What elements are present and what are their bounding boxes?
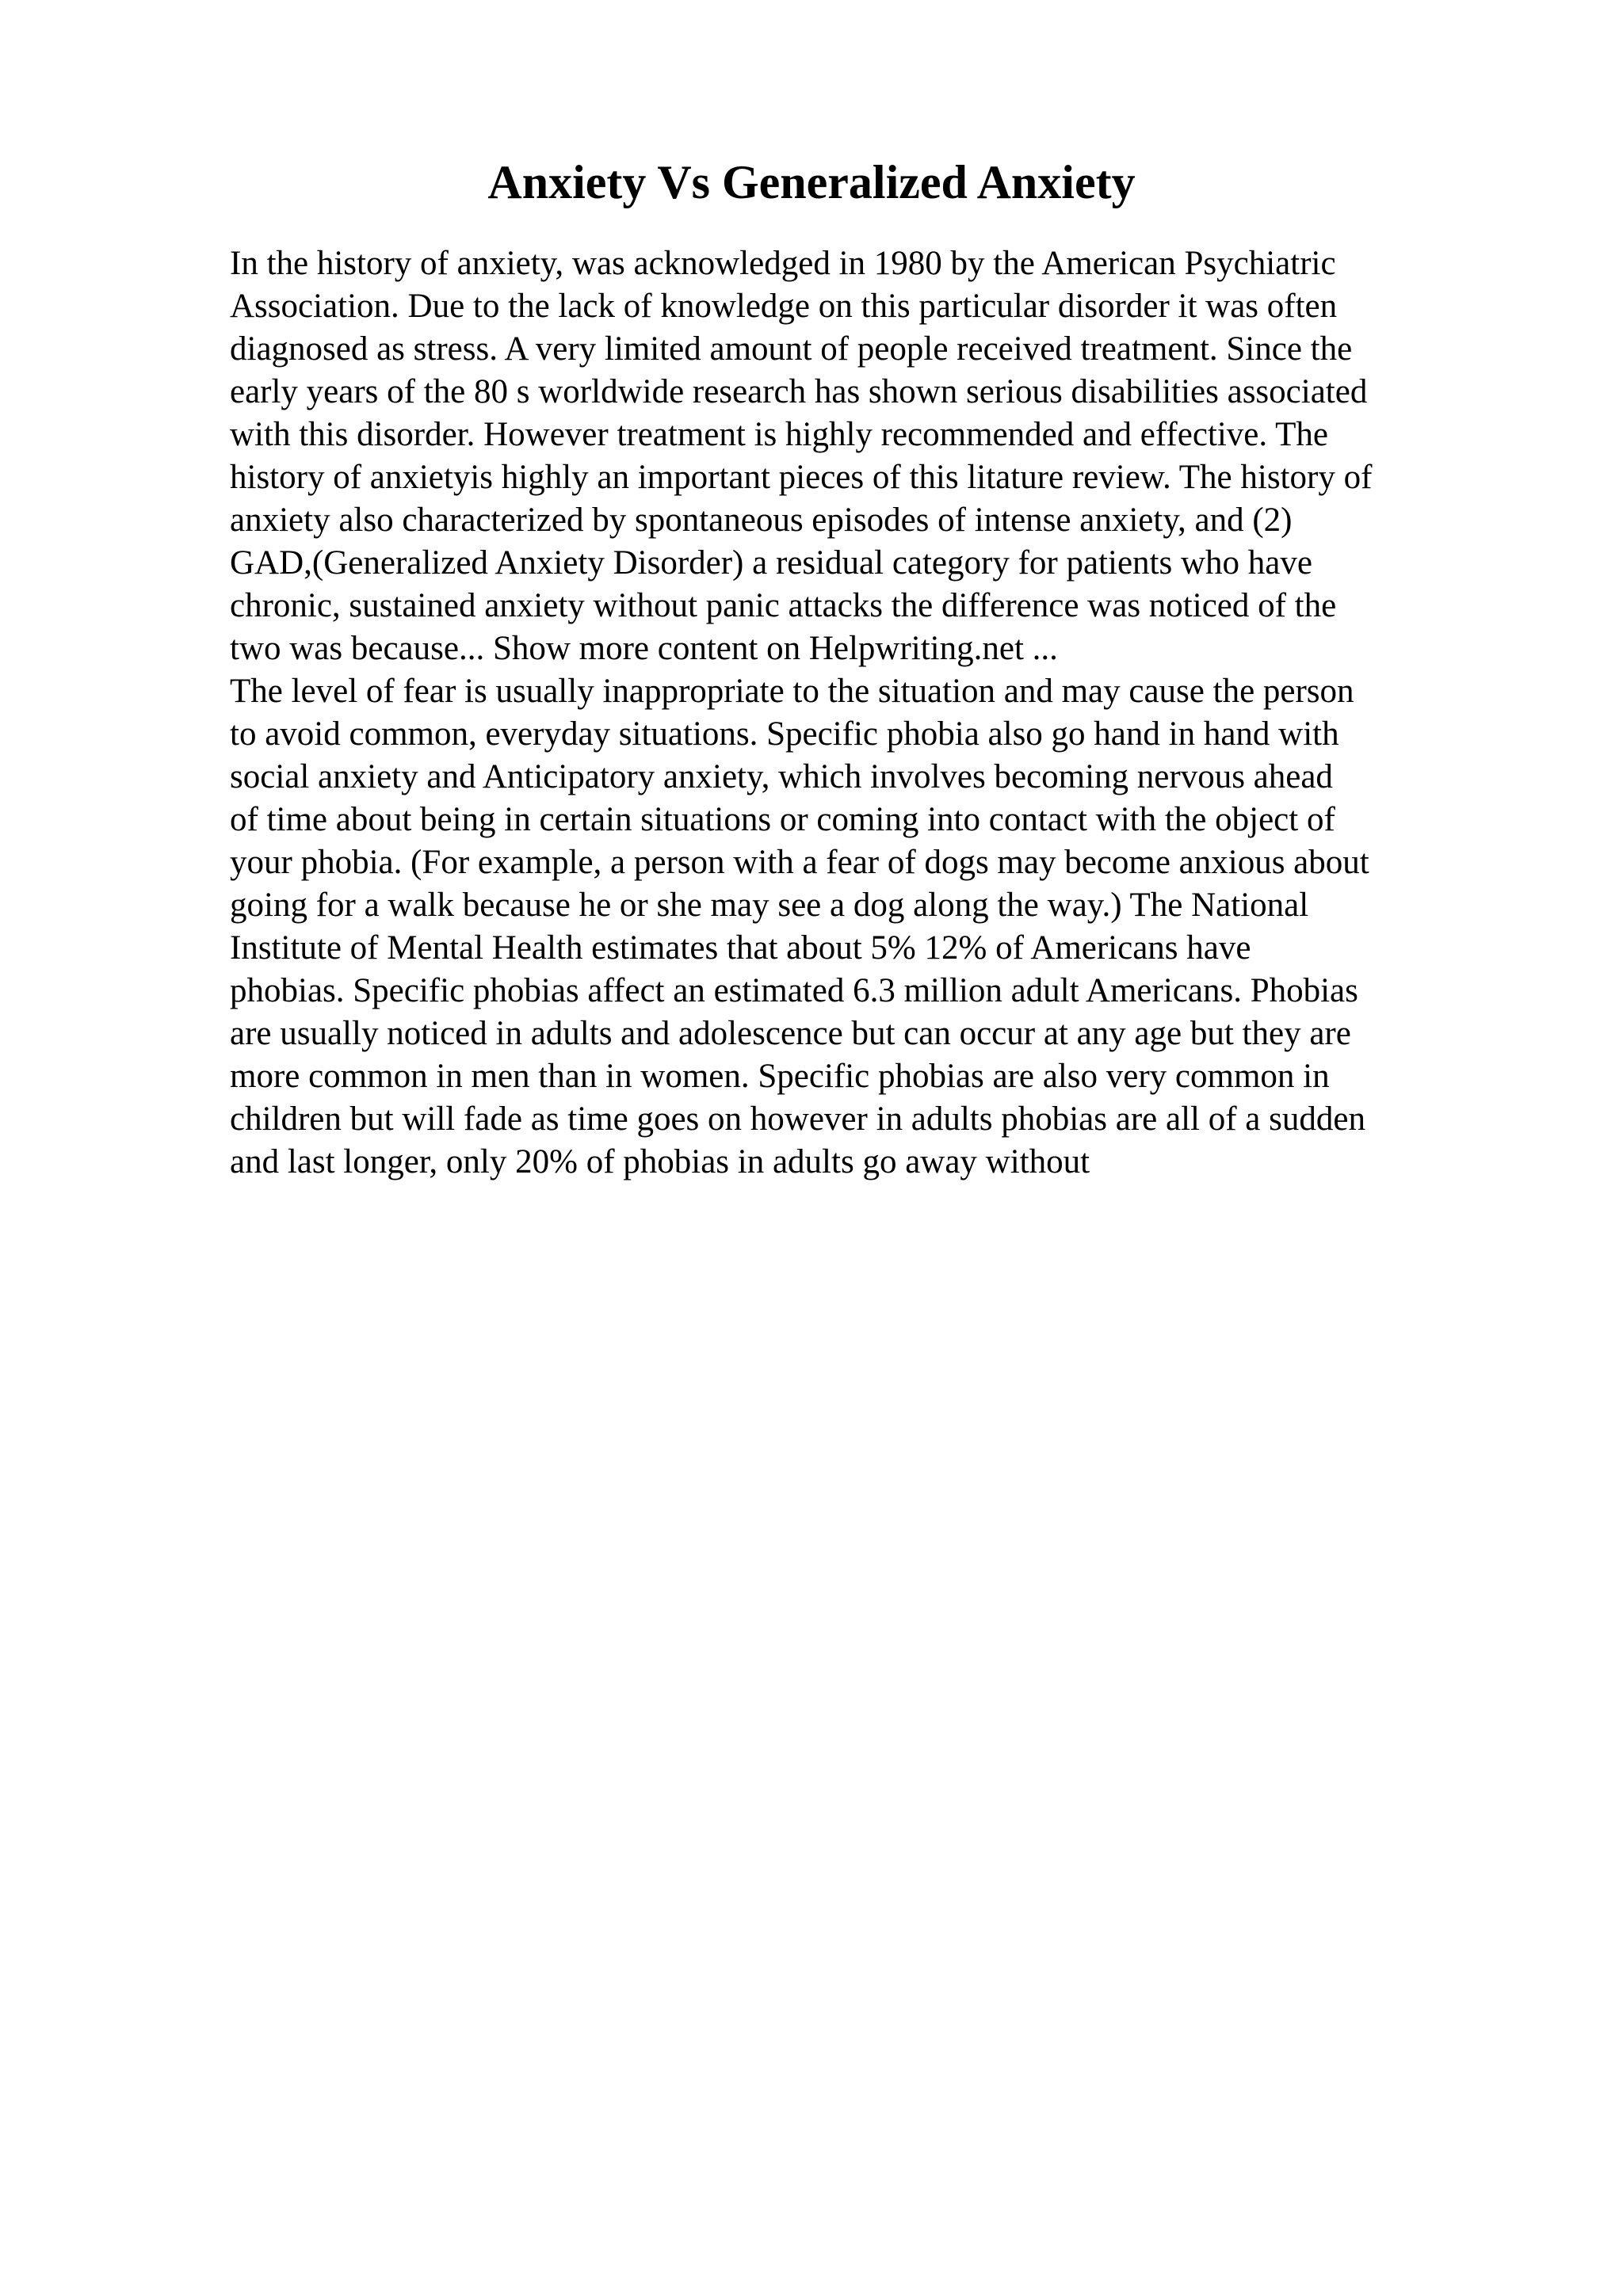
- text-line: GAD,(Generalized Anxiety Disorder) a residual category for patients who have: [230, 544, 1312, 582]
- text-line: going for a walk because he or she may see a dog along the way.) The National: [230, 887, 1309, 924]
- text-line: In the history of anxiety, was acknowledged in 1980 by the American Psychiatric: [230, 245, 1336, 282]
- paragraph-history: [230, 242, 1514, 670]
- text-line: early years of the 80 s worldwide research has shown serious disabilities associated: [230, 373, 1368, 410]
- text-line: two was because... Show more content on Helpwriting.net ...: [230, 630, 1058, 667]
- text-line: diagnosed as stress. A very limited amount of people received treatment. Since the: [230, 330, 1353, 368]
- text-line: social anxiety and Anticipatory anxiety, which involves becoming nervous ahead: [230, 758, 1333, 795]
- text-line: anxiety also characterized by spontaneous episodes of intense anxiety, and (2): [230, 502, 1293, 539]
- text-line: chronic, sustained anxiety without panic attacks the difference was noticed of the: [230, 587, 1337, 624]
- document-body: [230, 242, 1514, 1184]
- text-line: to avoid common, everyday situations. Specific phobia also go hand in hand with: [230, 715, 1339, 753]
- text-line: more common in men than in women. Specific phobias are also very common in: [230, 1058, 1330, 1095]
- text-line: Association. Due to the lack of knowledge on this particular disorder it was often: [230, 288, 1338, 325]
- text-line: children but will fade as time goes on however in adults phobias are all of a sudden: [230, 1100, 1365, 1138]
- text-line: your phobia. (For example, a person with a fear of dogs may become anxious about: [230, 844, 1369, 881]
- document-title: Anxiety Vs Generalized Anxiety: [487, 156, 1136, 208]
- text-line: with this disorder. However treatment is highly recommended and effective. The: [230, 416, 1328, 453]
- text-line: The level of fear is usually inappropriate to the situation and may cause the person: [230, 673, 1354, 710]
- text-line: history of anxietyis highly an important pieces of this litature review. The history of: [230, 459, 1373, 496]
- text-line: phobias. Specific phobias affect an estimated 6.3 million adult Americans. Phobias: [230, 972, 1358, 1009]
- text-line: of time about being in certain situations or coming into contact with the object of: [230, 801, 1335, 838]
- text-line: are usually noticed in adults and adolescence but can occur at any age but they are: [230, 1015, 1351, 1052]
- text-line: and last longer, only 20% of phobias in adults go away without: [230, 1143, 1090, 1180]
- text-line: Institute of Mental Health estimates that about 5% 12% of Americans have: [230, 929, 1251, 967]
- paragraph-phobias: [230, 670, 1514, 1184]
